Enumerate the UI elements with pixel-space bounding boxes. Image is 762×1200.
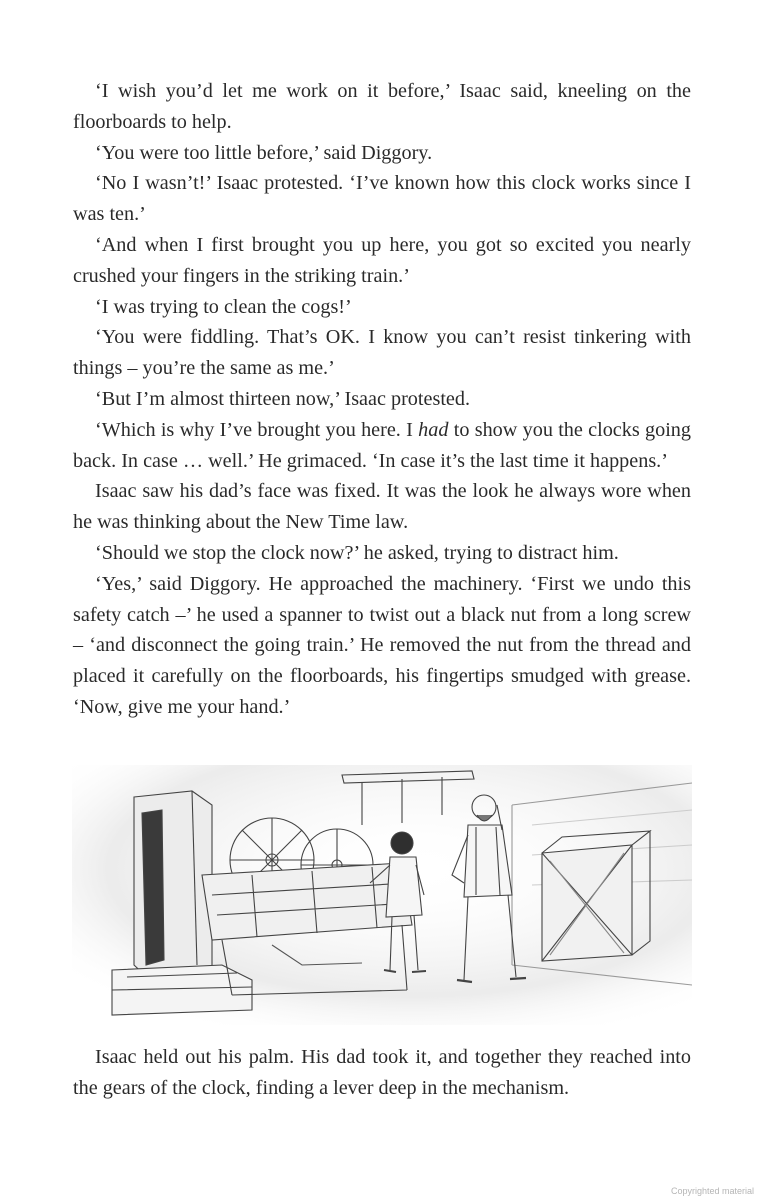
- paragraph: ‘You were too little before,’ said Diggory.: [95, 141, 433, 164]
- paragraph-with-emphasis: [73, 415, 691, 477]
- paragraph: ‘And when I first brought you up here, you got so excited you nearly crushed your fingers in the striking train.’: [73, 233, 691, 287]
- story-text-top: [73, 76, 691, 723]
- paragraph: ‘I wish you’d let me work on it before,’ Isaac said, kneeling on the floorboards to help.: [73, 80, 691, 133]
- paragraph: ‘Should we stop the clock now?’ he asked, trying to distract him.: [95, 541, 619, 564]
- emphasized-word: had: [418, 418, 449, 441]
- paragraph-text-before: ‘Which is why I’ve brought you here. I: [95, 418, 419, 441]
- child-figure: [391, 832, 413, 854]
- paragraph: Isaac saw his dad’s face was fixed. It was the look he always wore when he was thinking about the New Time law.: [73, 480, 691, 534]
- paragraph-text-after: to show you the clocks going back. In case … well.’ He grimaced. ‘In case it’s the last time it happens.’: [73, 418, 691, 472]
- paragraph: ‘Yes,’ said Diggory. He approached the machinery. ‘First we undo this safety catch –’ he used a spanner to twist out a black nut from a long screw – ‘and disconnect the going train.’ He removed the nut from the thread and placed it carefully on the floorboards, his fingertips smudged with grease. ‘Now, give me your hand.’: [73, 572, 691, 718]
- paragraph: ‘I was trying to clean the cogs!’: [95, 295, 352, 318]
- paragraph: Isaac held out his palm. His dad took it, and together they reached into the gears of the clock, finding a lever deep in the mechanism.: [73, 1046, 691, 1099]
- clock-room-illustration: [72, 765, 692, 1025]
- copyright-watermark: Copyrighted material: [670, 1186, 754, 1196]
- paragraph: ‘But I’m almost thirteen now,’ Isaac protested.: [95, 387, 471, 410]
- paragraph: ‘No I wasn’t!’ Isaac protested. ‘I’ve known how this clock works since I was ten.’: [73, 172, 691, 226]
- story-text-bottom: [73, 1042, 691, 1104]
- paragraph: ‘You were fiddling. That’s OK. I know you can’t resist tinkering with things – you’re the same as me.’: [73, 326, 691, 380]
